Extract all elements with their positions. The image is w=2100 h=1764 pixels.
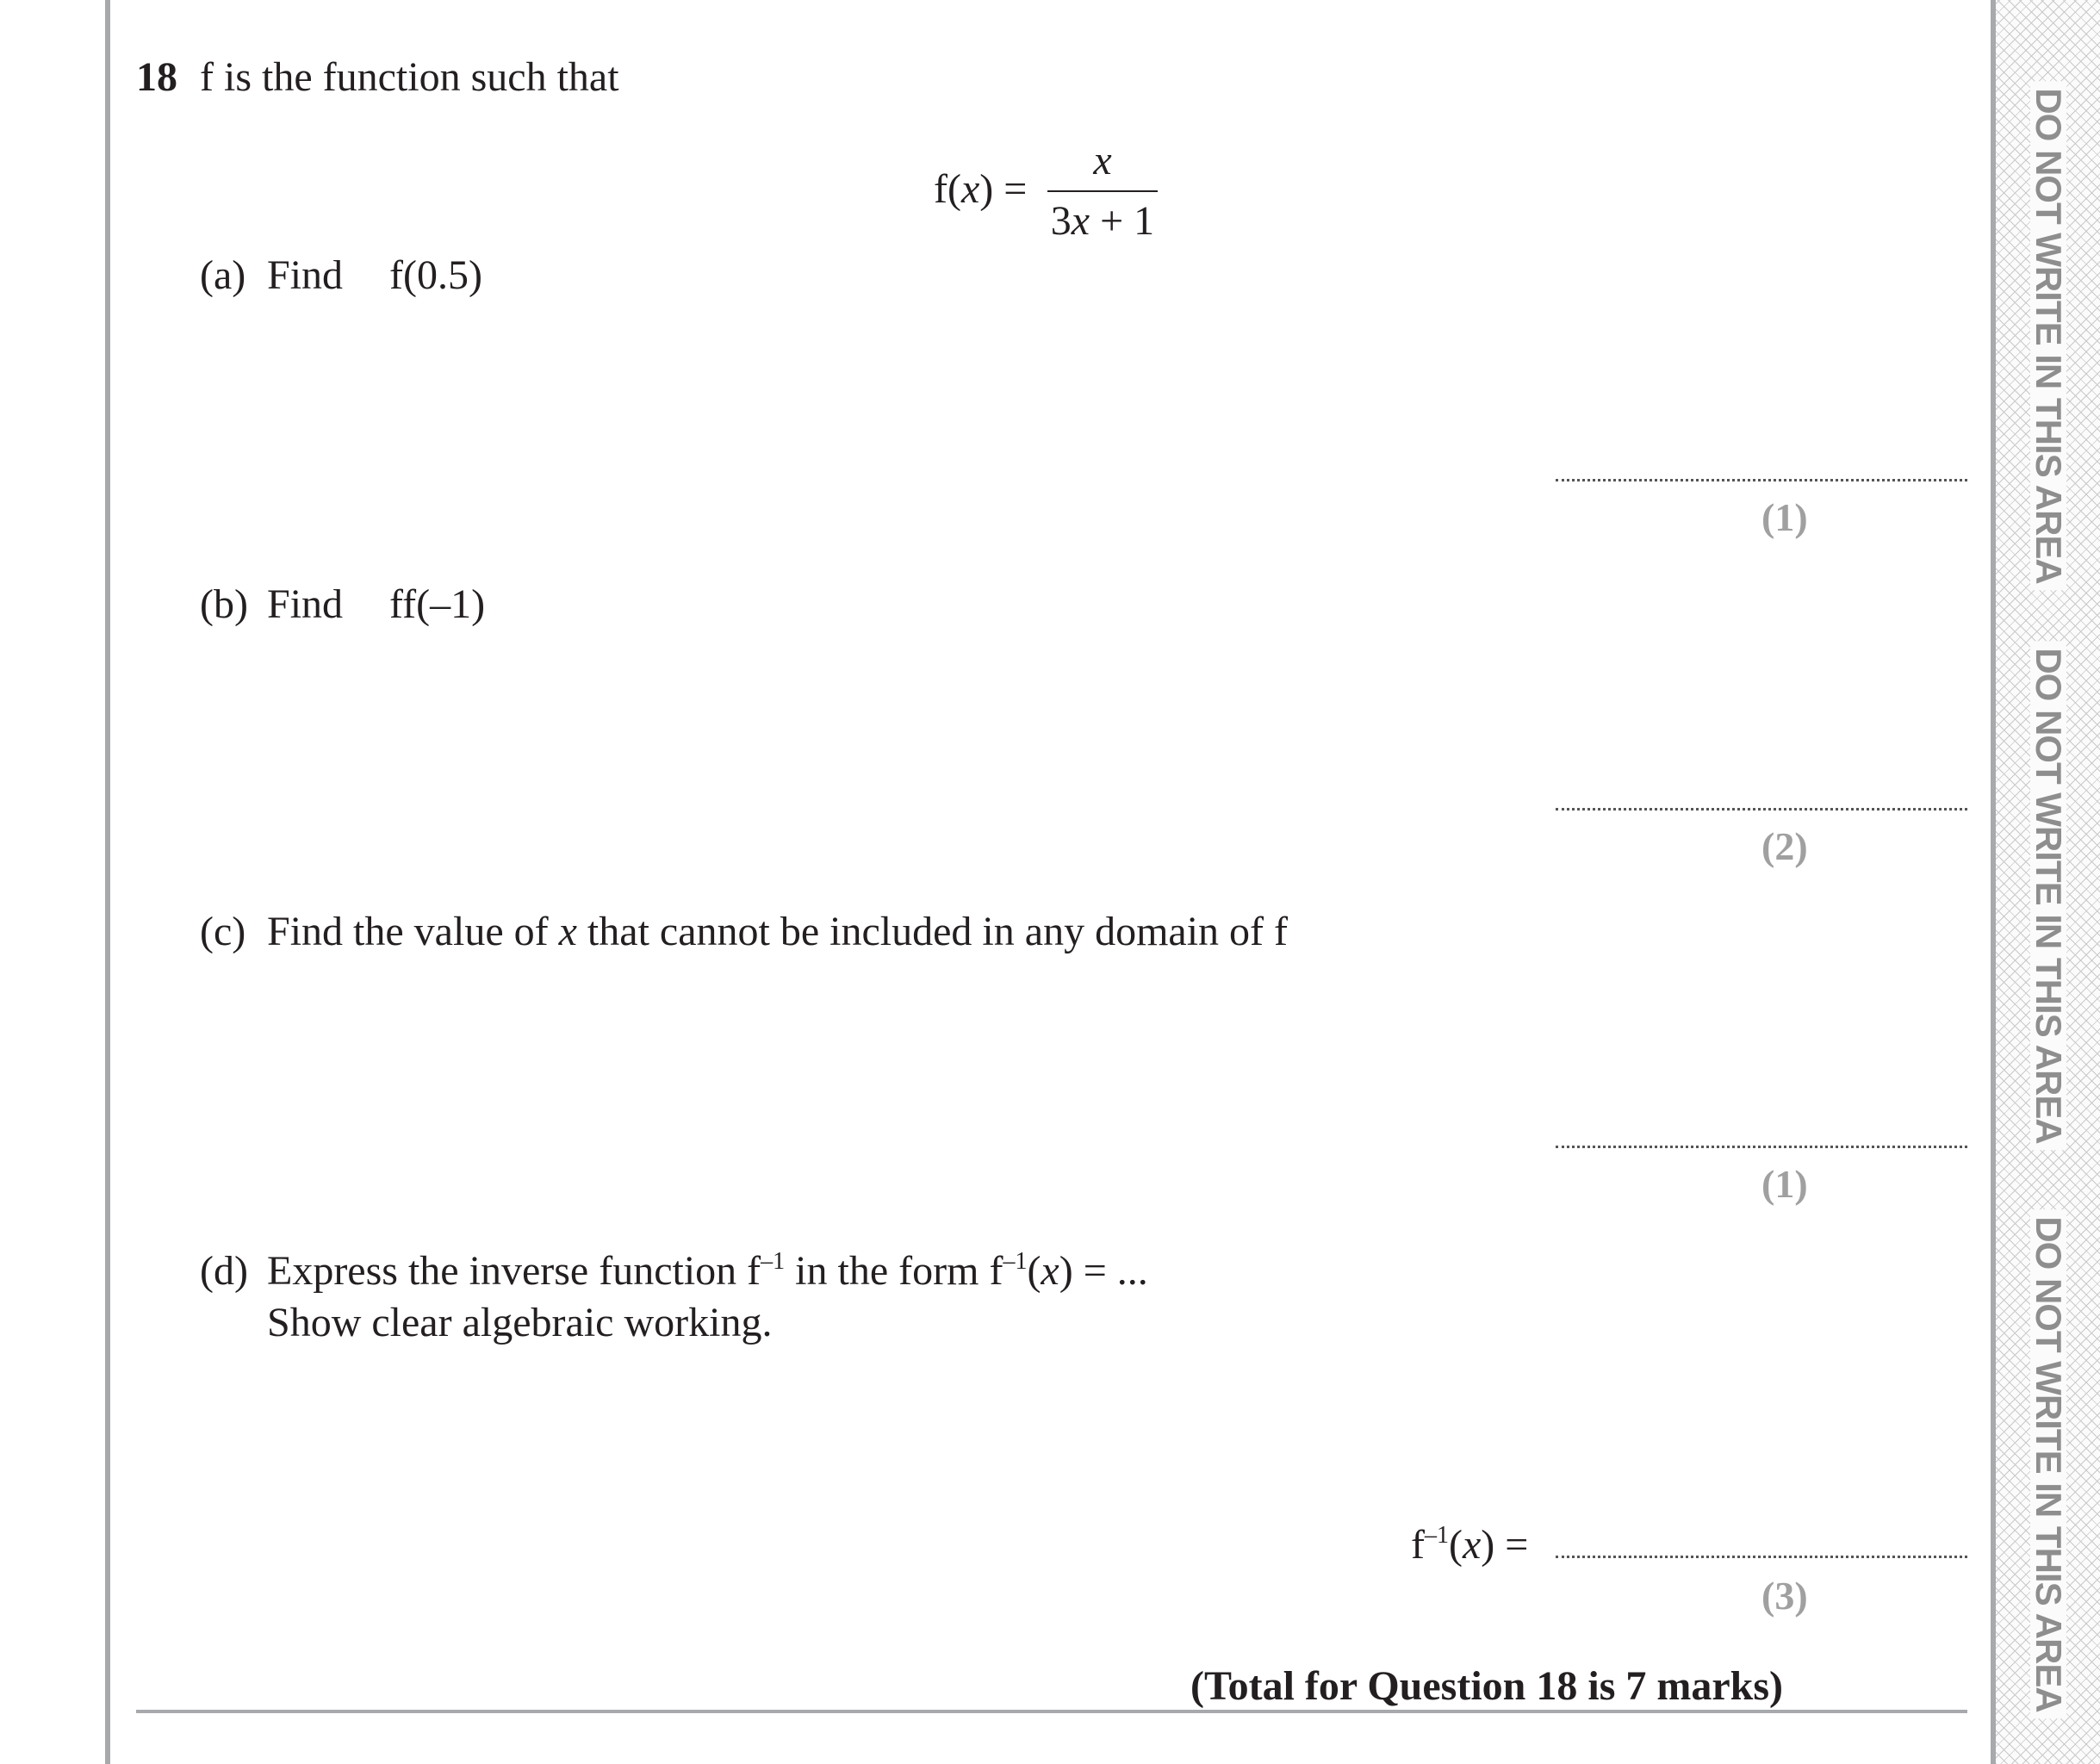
- function-lhs: f(x) =: [934, 166, 1028, 212]
- question-total: (Total for Question 18 is 7 marks): [1190, 1663, 1784, 1709]
- part-d-label: (d): [200, 1248, 248, 1294]
- part-a-answer-line[interactable]: [1556, 479, 1967, 481]
- fraction-numerator: x: [1093, 138, 1112, 183]
- part-b-marks: (2): [1761, 824, 1808, 868]
- part-d-line1: Express the inverse function $f^{-1}$ in the form $f^{-1}(x)$ = ...: [267, 1248, 1148, 1294]
- part-a-text: Find: [267, 252, 344, 298]
- part-a-expression: f(0.5): [389, 252, 482, 298]
- part-b-text: Find: [267, 581, 344, 627]
- fraction-denominator: 3x + 1: [1050, 198, 1155, 244]
- part-c-answer-line[interactable]: [1556, 1146, 1967, 1148]
- part-b-expression: ff(–1): [389, 581, 486, 627]
- margin-warning-middle: DO NOT WRITE IN THIS AREA: [2030, 641, 2066, 1150]
- function-fraction: [1042, 134, 1163, 249]
- part-b-answer-line[interactable]: [1556, 808, 1967, 811]
- question-number: 18: [136, 54, 177, 100]
- fraction-bar: [1047, 190, 1158, 192]
- part-c-marks: (1): [1761, 1162, 1808, 1206]
- part-d-marks: (3): [1761, 1574, 1808, 1618]
- part-c-label: (c): [200, 909, 246, 954]
- part-d-line2: Show clear algebraic working.: [267, 1300, 773, 1345]
- total-underline: [136, 1710, 1967, 1713]
- part-a-label: (a): [200, 252, 246, 298]
- part-d-answer-line[interactable]: [1556, 1556, 1967, 1558]
- part-c-text: Find the value of x that cannot be included in any domain of f: [267, 909, 1289, 954]
- part-b-label: (b): [200, 581, 248, 627]
- part-d-answer-prefix: $f^{-1}(x)$ =: [1411, 1522, 1529, 1568]
- page-left-border: [105, 0, 110, 1764]
- margin-warning-bottom: DO NOT WRITE IN THIS AREA: [2030, 1209, 2066, 1718]
- question-stem: f is the function such that: [200, 54, 619, 100]
- margin-warning-top: DO NOT WRITE IN THIS AREA: [2030, 81, 2066, 590]
- part-a-marks: (1): [1761, 495, 1808, 539]
